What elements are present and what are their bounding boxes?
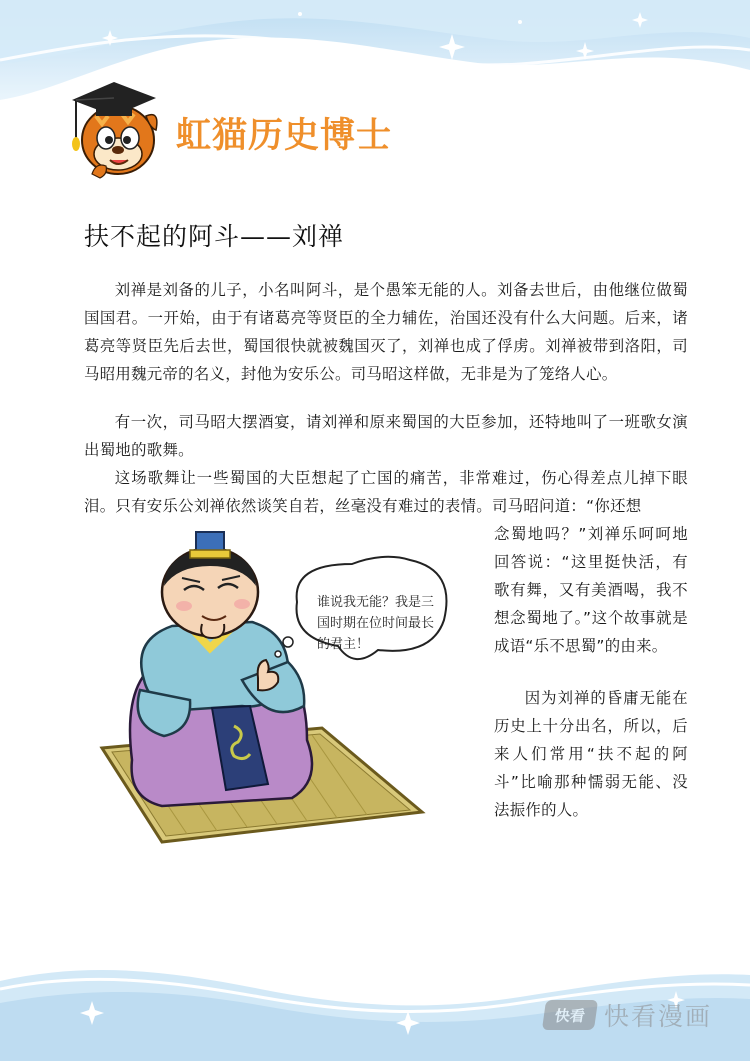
paragraph-1: 刘禅是刘备的儿子，小名叫阿斗，是个愚笨无能的人。刘备去世后，由他继位做蜀国国君。一开始，由于有诸葛亮等贤臣的全力辅佐，治国还没有什么大问题。后来，诸葛亮等贤臣先后去世，蜀国很快就被魏国灭了，刘禅也成了俘虏。刘禅被带到洛阳，司马昭用魏元帝的名义，封他为安乐公。司马昭这样做，无非是为了笼络人心。 [84,281,688,383]
watermark [544,998,712,1032]
paragraph-2: 有一次，司马昭大摆酒宴，请刘禅和原来蜀国的大臣参加，还特地叫了一班歌女演出蜀地的歌舞。 [84,413,688,459]
watermark-logo-icon: 快看 [542,1000,598,1030]
paragraph-4: 因为刘禅的昏庸无能在历史上十分出名，所以，后来人们常用“扶不起的阿斗”比喻那种懦弱无能、没法振作的人。 [494,689,688,819]
section-header-title: 虹猫历史博士 [176,116,393,156]
liu-shan-illustration [92,530,452,855]
article-title: 扶不起的阿斗——刘禅 [84,222,345,251]
paragraph-3: 这场歌舞让一些蜀国的大臣想起了亡国的痛苦，非常难过，伤心得差点儿掉下眼泪。只有安乐公刘禅依然谈笑自若，丝毫没有难过的表情。司马昭问道：“你还想 [84,469,688,515]
mascot-icon [66,70,160,182]
paragraph-3-continued: 念蜀地吗？”刘禅乐呵呵地回答说：“这里挺快活，有歌有舞，又有美酒喝，我不想念蜀地了。”这个故事就是成语“乐不思蜀”的由来。 [494,525,688,655]
watermark-text: 快看漫画 [604,1002,713,1031]
speech-bubble-text: 谁说我无能？我是三国时期在位时间最长的君主！ [317,595,435,652]
